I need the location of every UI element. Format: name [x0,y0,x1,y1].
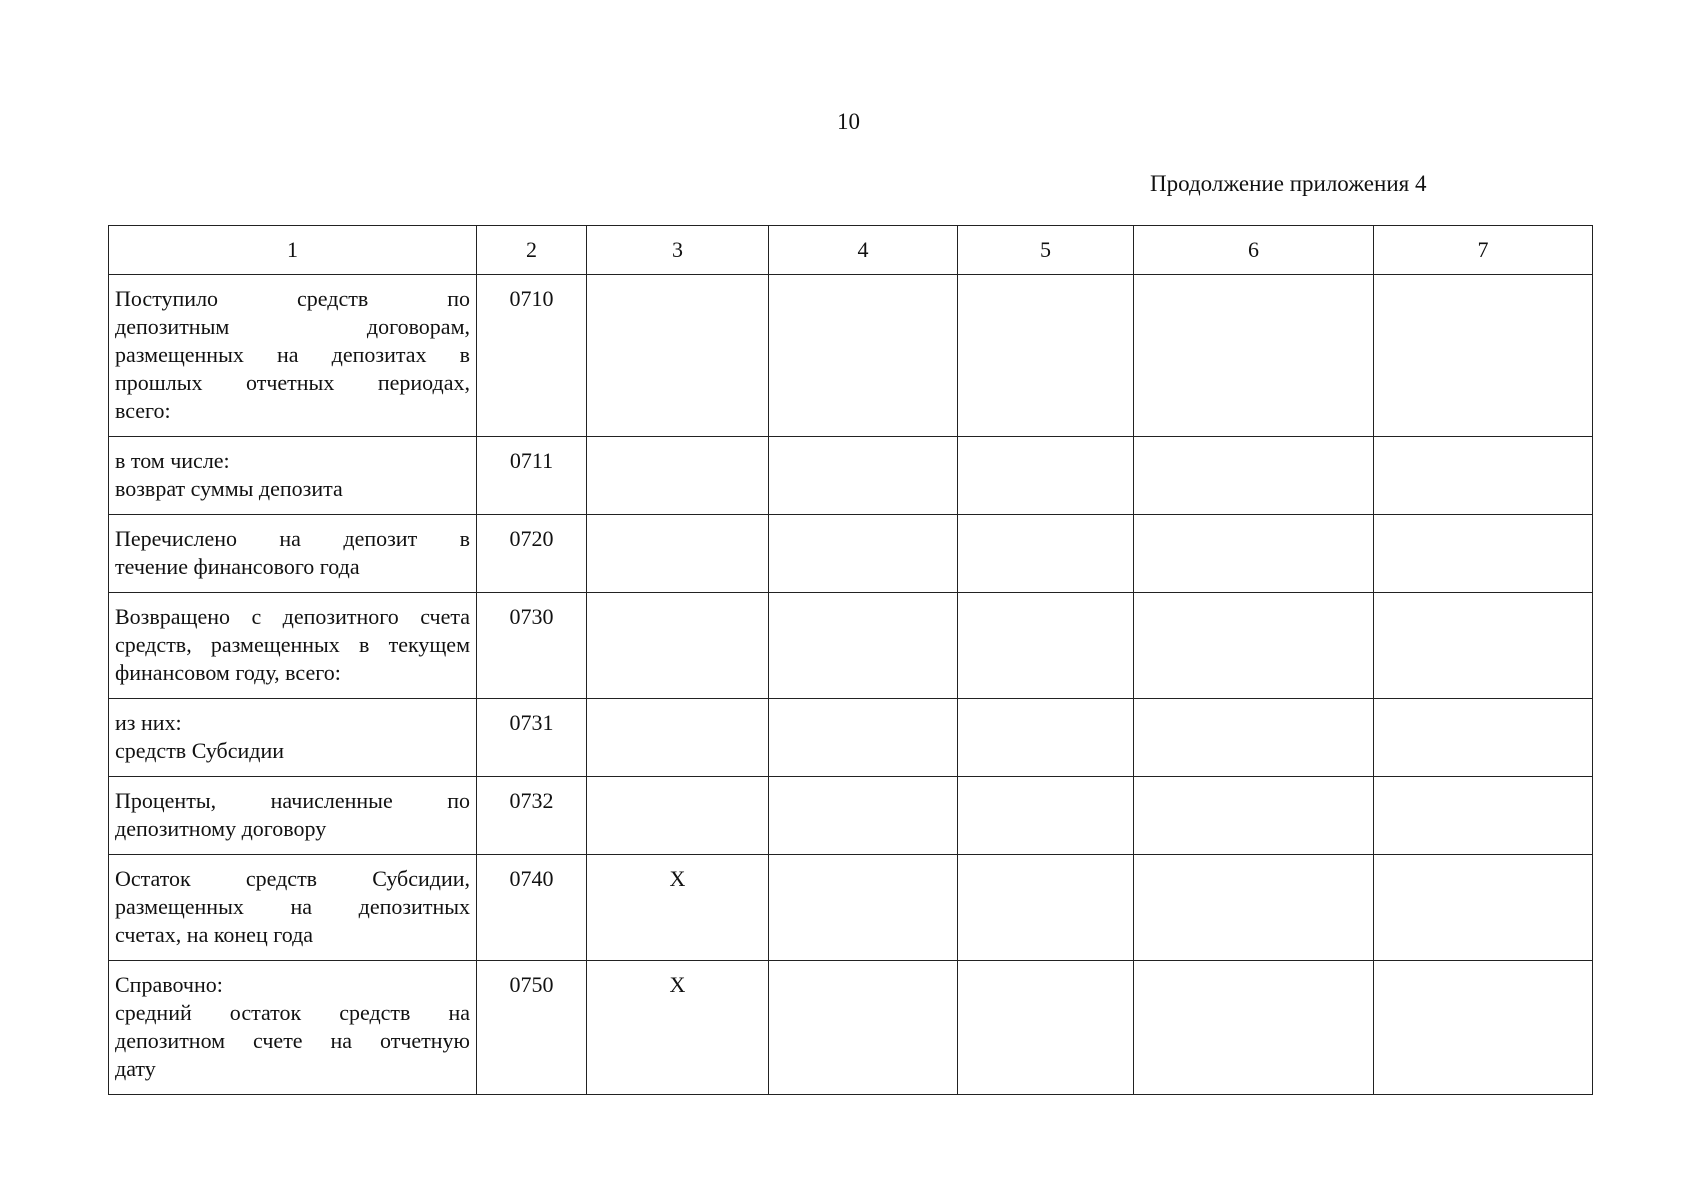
row-description [109,855,477,961]
cell-col6 [1134,275,1374,437]
table-row-0731 [109,699,1593,777]
cell-col5 [958,777,1134,855]
table-row-0711 [109,437,1593,515]
header-cell-1: 1 [109,226,477,275]
header-cell-3: 3 [587,226,769,275]
cell-col4 [769,593,958,699]
page-number: 10 [837,109,860,134]
cell-col4 [769,275,958,437]
cell-col4 [769,777,958,855]
table-row-0730 [109,593,1593,699]
description-line: размещенных на депозитных [115,894,470,919]
cell-col4 [769,855,958,961]
description-line: Возвращено с депозитного счета [115,604,470,629]
description-line: прошлых отчетных периодах, [115,370,470,395]
row-description [109,593,477,699]
description-line: дату [115,1056,156,1081]
cell-col5 [958,855,1134,961]
cell-col3 [587,593,769,699]
row-description [109,777,477,855]
description-line: размещенных на депозитах в [115,342,470,367]
description-line: финансовом году, всего: [115,660,341,685]
cell-col5 [958,275,1134,437]
cell-col7 [1374,777,1593,855]
header-cell-6: 6 [1134,226,1374,275]
description-line: течение финансового года [115,554,360,579]
header-row [109,226,1593,275]
row-code: 0710 [477,275,587,437]
description-line: депозитному договору [115,816,327,841]
cell-col5 [958,593,1134,699]
cell-col6 [1134,855,1374,961]
header-cell-7: 7 [1374,226,1593,275]
cell-col4 [769,699,958,777]
description-line: из них: [115,710,182,735]
description-line: средний остаток средств на [115,1000,470,1025]
header-cell-2: 2 [477,226,587,275]
table-row-0740 [109,855,1593,961]
cell-col3 [587,777,769,855]
table-row-0750 [109,961,1593,1095]
cell-col3-x-mark: X [587,961,769,1095]
description-line: Перечислено на депозит в [115,526,470,551]
cell-col7 [1374,961,1593,1095]
cell-col7 [1374,275,1593,437]
row-description [109,961,477,1095]
description-line: депозитном счете на отчетную [115,1028,470,1053]
row-code: 0732 [477,777,587,855]
description-line: Поступило средств по [115,286,470,311]
table-row-0710 [109,275,1593,437]
cell-col5 [958,961,1134,1095]
cell-col3-x-mark: X [587,855,769,961]
cell-col4 [769,437,958,515]
report-table [108,225,1593,1095]
table-row-0720 [109,515,1593,593]
cell-col7 [1374,515,1593,593]
description-line: всего: [115,398,171,423]
row-description [109,515,477,593]
cell-col6 [1134,777,1374,855]
row-code: 0711 [477,437,587,515]
row-description [109,275,477,437]
cell-col4 [769,961,958,1095]
cell-col3 [587,515,769,593]
cell-col5 [958,699,1134,777]
description-line: в том числе: [115,448,230,473]
description-line: депозитным договорам, [115,314,470,339]
row-code: 0731 [477,699,587,777]
cell-col7 [1374,437,1593,515]
cell-col6 [1134,593,1374,699]
row-code: 0720 [477,515,587,593]
cell-col5 [958,437,1134,515]
description-line: средств, размещенных в текущем [115,632,470,657]
description-line: возврат суммы депозита [115,476,343,501]
row-code: 0730 [477,593,587,699]
row-description [109,437,477,515]
cell-col6 [1134,515,1374,593]
cell-col6 [1134,961,1374,1095]
cell-col3 [587,437,769,515]
description-line: средств Субсидии [115,738,285,763]
cell-col3 [587,699,769,777]
description-line: Проценты, начисленные по [115,788,470,813]
cell-col7 [1374,593,1593,699]
cell-col4 [769,515,958,593]
cell-col6 [1134,699,1374,777]
cell-col5 [958,515,1134,593]
description-line: счетах, на конец года [115,922,314,947]
description-line: Справочно: [115,972,223,997]
row-description [109,699,477,777]
description-line: Остаток средств Субсидии, [115,866,470,891]
row-code: 0750 [477,961,587,1095]
cell-col3 [587,275,769,437]
cell-col7 [1374,855,1593,961]
header-cell-4: 4 [769,226,958,275]
table-row-0732 [109,777,1593,855]
header-cell-5: 5 [958,226,1134,275]
cell-col6 [1134,437,1374,515]
appendix-continuation-note: Продолжение приложения 4 [1150,171,1427,196]
cell-col7 [1374,699,1593,777]
row-code: 0740 [477,855,587,961]
